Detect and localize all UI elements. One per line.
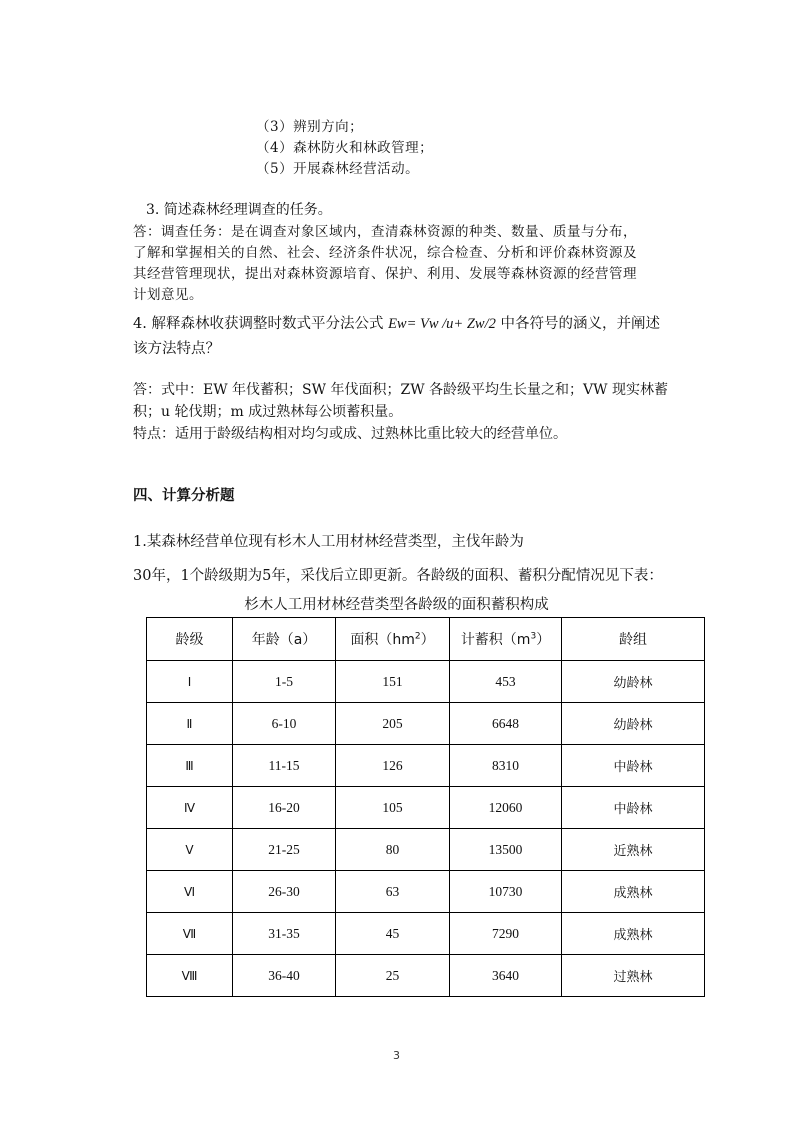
cell-volume: 453 <box>450 661 562 703</box>
cell-area: 25 <box>336 955 450 997</box>
cell-age: 6-10 <box>233 703 336 745</box>
cell-area: 151 <box>336 661 450 703</box>
header-volume: 计蓄积$(m^3)$ <box>450 618 562 661</box>
q4-answer-line: 特点：适用于龄级结构相对均匀或成、过熟林比重比较大的经营单位。 <box>133 426 567 442</box>
header-area-label: 面积（hm <box>350 632 415 648</box>
header-area: 面积$(hm^2)$ <box>336 618 450 661</box>
header-volume-exponent: 3 <box>530 631 537 642</box>
cell-class: Ⅰ <box>147 661 233 703</box>
table-row <box>147 787 705 829</box>
table-row <box>147 703 705 745</box>
cell-age: 21-25 <box>233 829 336 871</box>
header-age: 年龄（a） <box>233 618 336 661</box>
cell-group: 幼龄林 <box>562 703 705 745</box>
cell-group: 成熟林 <box>562 913 705 955</box>
cell-volume: 12060 <box>450 787 562 829</box>
cell-volume: 6648 <box>450 703 562 745</box>
cell-class: Ⅲ <box>147 745 233 787</box>
cell-age: 16-20 <box>233 787 336 829</box>
section-heading: 四、计算分析题 <box>133 488 235 504</box>
cell-area: 45 <box>336 913 450 955</box>
list-item-4: （4）森林防火和林政管理； <box>256 140 434 156</box>
cell-area: 80 <box>336 829 450 871</box>
data-table <box>146 617 705 997</box>
cell-class: Ⅷ <box>147 955 233 997</box>
q4-question-pre: 4. 解释森林收获调整时数式平分法公式 <box>133 316 389 332</box>
cell-age: 1-5 <box>233 661 336 703</box>
q4-question-line2: 该方法特点？ <box>133 341 220 357</box>
cell-group: 过熟林 <box>562 955 705 997</box>
table-row <box>147 913 705 955</box>
q4-formula: Ew= Vw /u+ Zw/2 <box>388 316 496 332</box>
table-row <box>147 955 705 997</box>
table-caption: 杉木人工用材林经营类型各龄级的面积蓄积构成 <box>244 597 549 613</box>
header-group: 龄组 <box>562 618 705 661</box>
q4-answer-line: 积；u 轮伐期；m 成过熟林每公顷蓄积量。 <box>133 404 403 420</box>
cell-area: 126 <box>336 745 450 787</box>
header-volume-label: 计蓄积（m <box>460 632 531 648</box>
q3-answer-line: 答：调查任务：是在调查对象区域内，查清森林资源的种类、数量、质量与分布， <box>133 224 637 240</box>
table-row <box>147 871 705 913</box>
cell-age: 36-40 <box>233 955 336 997</box>
cell-group: 近熟林 <box>562 829 705 871</box>
cell-group: 成熟林 <box>562 871 705 913</box>
cell-age: 31-35 <box>233 913 336 955</box>
problem-line-1: 1.某森林经营单位现有杉木人工用材林经营类型，主伐年龄为 <box>133 534 524 550</box>
cell-class: Ⅳ <box>147 787 233 829</box>
table-row <box>147 829 705 871</box>
q4-question-post: 中各符号的涵义，并阐述 <box>495 316 660 332</box>
table-row <box>147 661 705 703</box>
cell-class: Ⅵ <box>147 871 233 913</box>
q4-answer-line: 答：式中：EW 年伐蓄积；SW 年伐面积；ZW 各龄级平均生长量之和；VW 现实林蓄 <box>133 382 669 398</box>
cell-group: 幼龄林 <box>562 661 705 703</box>
cell-volume: 13500 <box>450 829 562 871</box>
cell-volume: 8310 <box>450 745 562 787</box>
cell-volume: 3640 <box>450 955 562 997</box>
cell-class: Ⅴ <box>147 829 233 871</box>
cell-age: 11-15 <box>233 745 336 787</box>
list-item-5: （5）开展森林经营活动。 <box>256 161 420 177</box>
q3-answer-line: 其经营管理现状，提出对森林资源培育、保护、利用、发展等森林资源的经营管理 <box>133 266 637 282</box>
table-row <box>147 745 705 787</box>
cell-age: 26-30 <box>233 871 336 913</box>
table-header-row <box>147 618 705 661</box>
cell-class: Ⅱ <box>147 703 233 745</box>
q3-answer-line: 计划意见。 <box>133 287 203 303</box>
problem-line-2: 30年，1个龄级期为5年，采伐后立即更新。各龄级的面积、蓄积分配情况见下表： <box>133 568 663 584</box>
cell-group: 中龄林 <box>562 745 705 787</box>
list-item-3: （3）辨别方向； <box>256 119 364 135</box>
cell-class: Ⅶ <box>147 913 233 955</box>
q3-question: 3. 简述森林经理调查的任务。 <box>146 202 332 218</box>
q3-answer-line: 了解和掌握相关的自然、社会、经济条件状况，综合检查、分析和评价森林资源及 <box>133 245 637 261</box>
cell-volume: 7290 <box>450 913 562 955</box>
q4-question <box>133 312 660 333</box>
cell-volume: 10730 <box>450 871 562 913</box>
cell-group: 中龄林 <box>562 787 705 829</box>
page-number: 3 <box>393 1049 400 1062</box>
header-area-exponent: 2 <box>414 631 421 642</box>
cell-area: 205 <box>336 703 450 745</box>
cell-area: 105 <box>336 787 450 829</box>
cell-area: 63 <box>336 871 450 913</box>
header-class: 龄级 <box>147 618 233 661</box>
